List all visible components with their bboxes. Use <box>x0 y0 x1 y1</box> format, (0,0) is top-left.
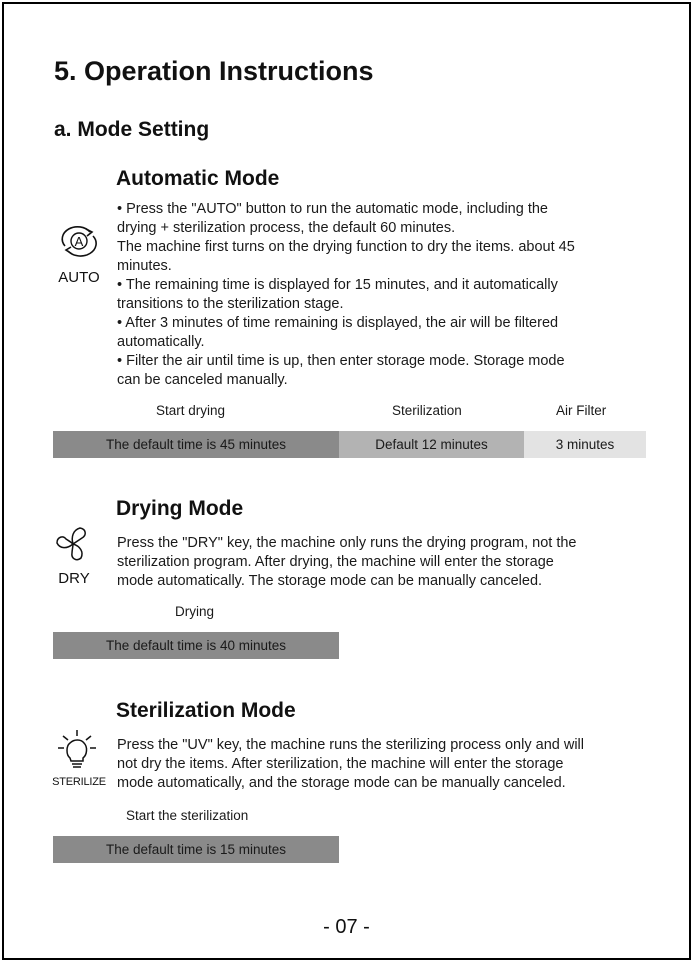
auto-icon <box>57 224 101 258</box>
text-line: • The remaining time is displayed for 15 minutes, and it automatically <box>117 277 558 293</box>
auto-mode-title: Automatic Mode <box>116 167 280 190</box>
text-line: mode automatically, and the storage mode can be manually canceled. <box>117 775 566 791</box>
auto-icon-letter: A <box>74 234 84 249</box>
page-number: - 07 - <box>323 916 370 938</box>
auto-mode-description <box>117 200 647 390</box>
stage-bar-drying <box>53 431 339 458</box>
fan-icon <box>54 525 92 563</box>
drying-time-bar <box>53 632 339 659</box>
page-heading: 5. Operation Instructions <box>54 56 374 86</box>
manual-page <box>2 2 691 960</box>
text-line: • Press the "AUTO" button to run the automatic mode, including the <box>117 201 548 217</box>
dry-mode-title: Drying Mode <box>116 497 244 520</box>
text-line: Press the "UV" key, the machine runs the sterilizing process only and will <box>117 737 584 753</box>
text-line: • Filter the air until time is up, then enter storage mode. Storage mode <box>117 353 565 369</box>
stage-label-air-filter: Air Filter <box>556 403 607 418</box>
dry-mode-description <box>117 534 647 591</box>
uv-bulb-icon <box>57 728 97 772</box>
text-line: The machine first turns on the drying function to dry the items. about 45 <box>117 239 575 255</box>
text-line: mode automatically. The storage mode can be manually canceled. <box>117 573 543 589</box>
dry-icon-label: DRY <box>58 570 90 587</box>
stage-label-sterilization: Sterilization <box>392 403 462 418</box>
text-line: automatically. <box>117 334 205 350</box>
stage-bar-sterilization <box>339 431 524 458</box>
text-line: Press the "DRY" key, the machine only runs the drying program, not the <box>117 535 577 551</box>
sterilization-time-bar <box>53 836 339 863</box>
uv-mode-title: Sterilization Mode <box>116 699 296 722</box>
uv-mode-description <box>117 736 647 793</box>
stage-bar-text: Default 12 minutes <box>375 437 488 452</box>
stage-label-drying: Drying <box>175 604 215 619</box>
stage-label-start-drying: Start drying <box>156 403 226 418</box>
section-heading: a. Mode Setting <box>54 118 210 141</box>
auto-icon-label: AUTO <box>58 269 100 286</box>
text-line: minutes. <box>117 258 172 274</box>
stage-bar-text: The default time is 40 minutes <box>105 638 287 653</box>
text-line: drying + sterilization process, the default 60 minutes. <box>117 220 456 236</box>
stage-bar-text: The default time is 45 minutes <box>105 437 287 452</box>
stage-label-start-sterilization: Start the sterilization <box>126 808 249 823</box>
stage-bar-text: 3 minutes <box>555 437 615 452</box>
text-line: transitions to the sterilization stage. <box>117 296 344 312</box>
text-line: sterilization program. After drying, the machine will enter the storage <box>117 554 554 570</box>
text-line: not dry the items. After sterilization, the machine will enter the storage <box>117 756 564 772</box>
text-line: • After 3 minutes of time remaining is displayed, the air will be filtered <box>117 315 559 331</box>
uv-icon-label: STERILIZE <box>52 776 106 788</box>
text-line: can be canceled manually. <box>117 372 288 388</box>
stage-bar-text: The default time is 15 minutes <box>105 842 287 857</box>
stage-bar-air-filter <box>524 431 646 458</box>
